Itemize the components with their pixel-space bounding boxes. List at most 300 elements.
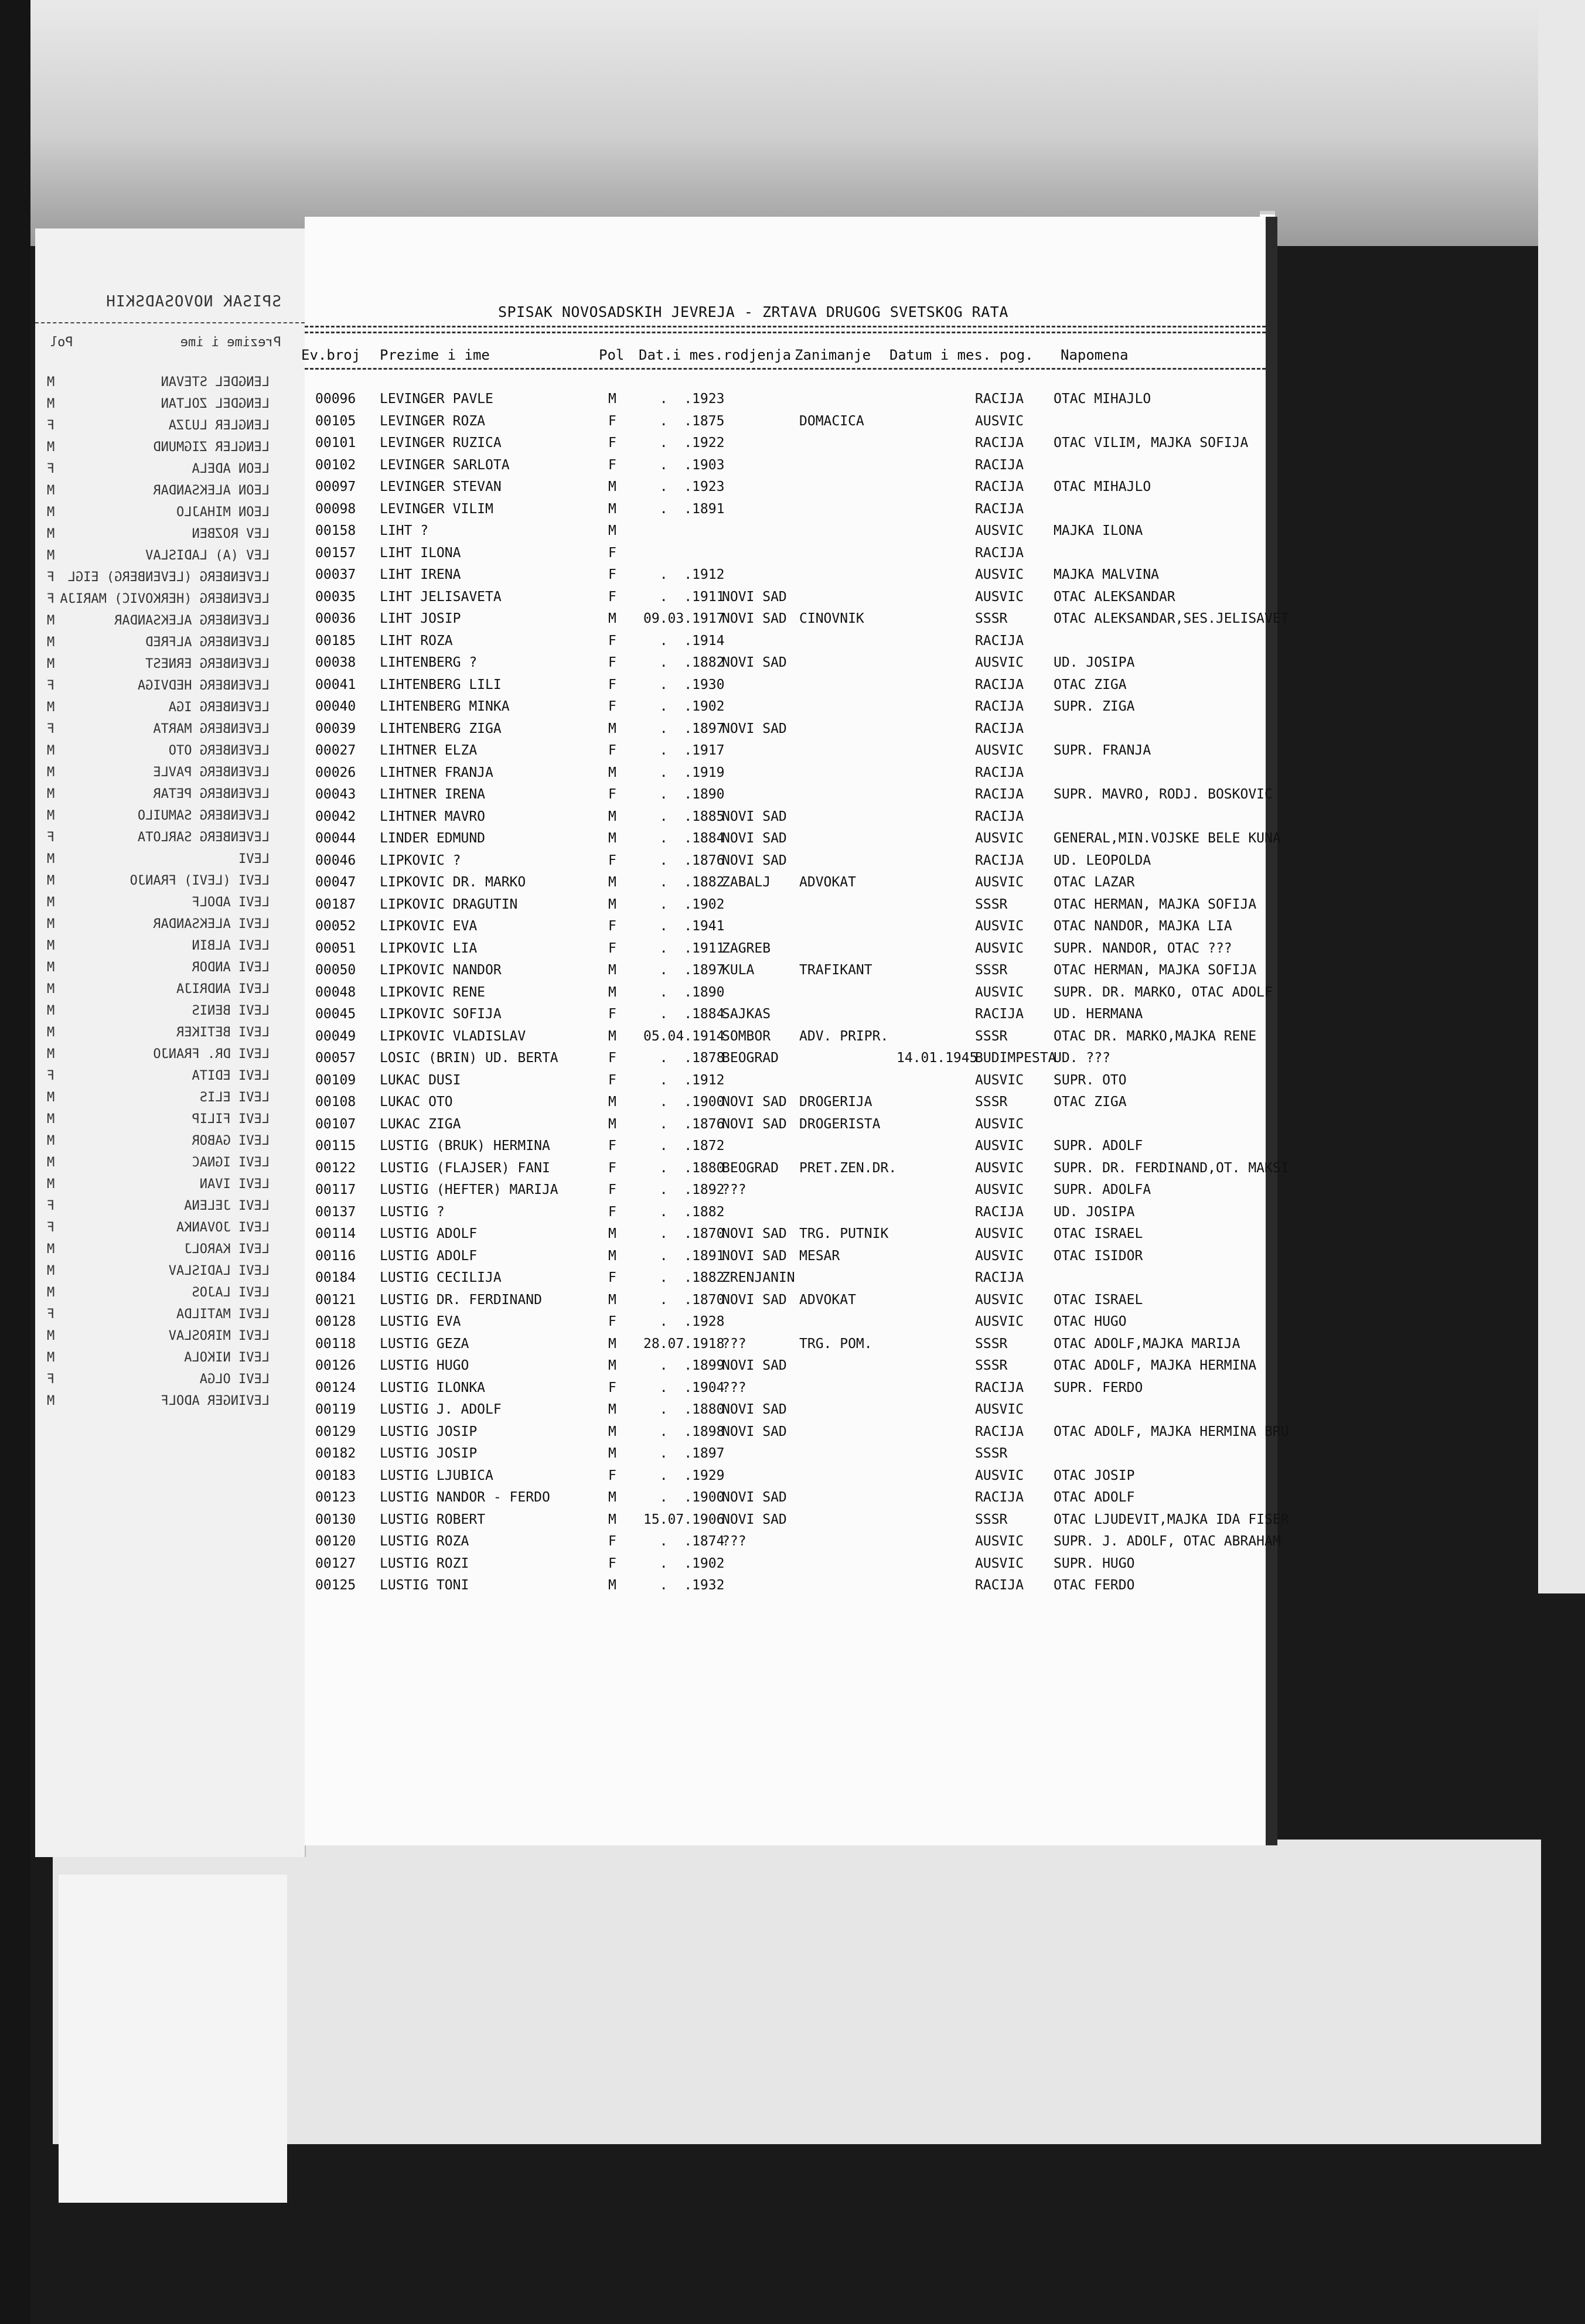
row-prezime-ime: LEVINGER RUZICA (380, 435, 502, 451)
table-row (305, 1446, 1266, 1468)
previous-page-row-pol: M (47, 1155, 55, 1170)
row-datum-rodjenja: . .1912 (643, 567, 725, 582)
row-napomena: OTAC LAZAR (1054, 875, 1135, 890)
row-ev-broj: 00045 (315, 1006, 356, 1022)
row-datum-rodjenja: . .1923 (643, 479, 725, 494)
row-napomena: OTAC ISRAEL (1054, 1226, 1143, 1241)
row-prezime-ime: LIPKOVIC EVA (380, 919, 478, 934)
table-row (305, 919, 1266, 941)
row-prezime-ime: LIHTENBERG LILI (380, 677, 502, 692)
row-mesto-pogibije: AUSVIC (975, 1534, 1024, 1549)
row-prezime-ime: LUSTIG HUGO (380, 1358, 469, 1373)
row-pol: F (608, 457, 616, 473)
row-mesto-rodjenja: NOVI SAD (722, 1490, 787, 1505)
row-ev-broj: 00101 (315, 435, 356, 451)
previous-page-row-name: LEV (A) LADISLAV (145, 548, 270, 563)
table-row (305, 1270, 1266, 1292)
previous-page-row-name: LEVENBERG MARTA (153, 722, 270, 736)
row-napomena: GENERAL,MIN.VOJSKE BELE KUNA (1054, 831, 1281, 846)
row-datum-rodjenja: 15.07.1906 (643, 1511, 725, 1527)
row-ev-broj: 00096 (315, 391, 356, 407)
row-napomena: SUPR. J. ADOLF, OTAC ABRAHAM (1054, 1534, 1281, 1549)
row-datum-rodjenja: . .1900 (643, 1490, 725, 1505)
previous-page-row-pol: M (47, 895, 55, 910)
row-pol: F (608, 940, 616, 956)
row-prezime-ime: LIPKOVIC DRAGUTIN (380, 896, 518, 912)
header-rule-top (305, 326, 1266, 327)
row-ev-broj: 00043 (315, 787, 356, 802)
row-mesto-pogibije: AUSVIC (975, 940, 1024, 956)
previous-page-header-pol: Pol (49, 335, 73, 350)
row-ev-broj: 00128 (315, 1314, 356, 1329)
previous-page-row (47, 873, 270, 895)
table-row (305, 1204, 1266, 1227)
row-napomena: OTAC ADOLF, MAJKA HERMINA BRU (1054, 1424, 1289, 1439)
previous-page-row (47, 895, 270, 917)
row-napomena: UD. HERMANA (1054, 1006, 1143, 1022)
row-datum-rodjenja: . .1911 (643, 940, 725, 956)
row-pol: F (608, 545, 616, 561)
previous-page-row (47, 960, 270, 982)
row-mesto-pogibije: RACIJA (975, 479, 1024, 494)
row-datum-rodjenja: . .1891 (643, 1248, 725, 1264)
previous-page-row-pol: M (47, 1025, 55, 1040)
previous-page-row-name: LENGLER LUJZA (168, 418, 270, 433)
table-row (305, 1138, 1266, 1161)
row-datum-rodjenja: . .1882 (643, 655, 725, 670)
row-prezime-ime: LUSTIG DR. FERDINAND (380, 1292, 542, 1308)
previous-page-row (47, 1134, 270, 1155)
previous-page-row-pol: M (47, 1285, 55, 1300)
previous-page-row (47, 1264, 270, 1285)
previous-page-row (47, 808, 270, 830)
row-napomena: OTAC VILIM, MAJKA SOFIJA (1054, 435, 1249, 451)
row-prezime-ime: LINDER EDMUND (380, 831, 486, 846)
row-pol: M (608, 831, 616, 846)
row-datum-rodjenja: . .1898 (643, 1424, 725, 1439)
table-row (305, 1117, 1266, 1139)
row-pol: M (608, 896, 616, 912)
row-datum-rodjenja: . .1885 (643, 808, 725, 824)
document-title: SPISAK NOVOSADSKIH JEVREJA - ZRTAVA DRUGOG SVETSKOG RATA (498, 303, 1008, 320)
previous-page-row (47, 1090, 270, 1112)
previous-page-header (50, 335, 281, 350)
row-ev-broj: 00129 (315, 1424, 356, 1439)
row-ev-broj: 00183 (315, 1468, 356, 1483)
row-datum-rodjenja: . .1928 (643, 1314, 725, 1329)
previous-page-row-name: LEVINGER ADOLF (161, 1394, 270, 1408)
table-row (305, 501, 1266, 524)
row-napomena: OTAC MIHAJLO (1054, 479, 1151, 494)
table-row (305, 1073, 1266, 1095)
row-datum-rodjenja: . .1900 (643, 1094, 725, 1110)
row-ev-broj: 00122 (315, 1160, 356, 1176)
previous-page-row-pol: F (47, 678, 55, 693)
previous-page-row-pol: F (47, 1069, 55, 1083)
previous-page-row-name: LEVENBERG OTO (168, 743, 270, 758)
row-mesto-rodjenja: ??? (722, 1336, 747, 1352)
row-prezime-ime: LEVINGER VILIM (380, 501, 493, 517)
previous-page-row-name: LEON MIHAJLO (176, 505, 270, 520)
row-napomena: MAJKA ILONA (1054, 523, 1143, 538)
row-prezime-ime: LIHT ? (380, 523, 429, 538)
previous-page-row-name: LEV ROZBEN (192, 527, 270, 541)
row-mesto-pogibije: AUSVIC (975, 875, 1024, 890)
row-mesto-rodjenja: KULA (722, 963, 755, 978)
previous-page-row-pol: M (47, 657, 55, 671)
previous-page-row-name: LEVENBERG SAMUILO (137, 808, 270, 823)
row-mesto-rodjenja: NOVI SAD (722, 1358, 787, 1373)
col-header-prezime-ime: Prezime i ime (380, 347, 490, 363)
row-napomena: OTAC ISIDOR (1054, 1248, 1143, 1264)
table-row (305, 1358, 1266, 1380)
row-datum-rodjenja: . .1902 (643, 699, 725, 714)
row-ev-broj: 00120 (315, 1534, 356, 1549)
row-pol: F (608, 567, 616, 582)
row-mesto-rodjenja: NOVI SAD (722, 1226, 787, 1241)
row-datum-rodjenja: . .1884 (643, 831, 725, 846)
previous-page-row (47, 1307, 270, 1329)
row-pol: F (608, 1314, 616, 1329)
row-mesto-rodjenja: NOVI SAD (722, 808, 787, 824)
row-pol: M (608, 523, 616, 538)
table-row (305, 1468, 1266, 1490)
row-napomena: UD. JOSIPA (1054, 1204, 1135, 1220)
previous-page-row (47, 418, 270, 440)
row-datum-rodjenja: . .1872 (643, 1138, 725, 1154)
previous-page-row-pol: F (47, 830, 55, 845)
row-zanimanje: ADVOKAT (799, 875, 856, 890)
row-datum-rodjenja: . .1870 (643, 1292, 725, 1308)
row-datum-rodjenja: . .1876 (643, 852, 725, 868)
row-ev-broj: 00124 (315, 1380, 356, 1395)
row-pol: M (608, 1446, 616, 1461)
table-row (305, 875, 1266, 897)
row-zanimanje: TRG. PUTNIK (799, 1226, 889, 1241)
row-pol: F (608, 787, 616, 802)
row-prezime-ime: LOSIC (BRIN) UD. BERTA (380, 1050, 558, 1066)
row-napomena: OTAC NANDOR, MAJKA LIA (1054, 919, 1232, 934)
row-pol: M (608, 765, 616, 780)
previous-page-row (47, 700, 270, 722)
row-datum-rodjenja: . .1903 (643, 457, 725, 473)
row-pol: F (608, 743, 616, 758)
scan-background-right (1538, 0, 1585, 1593)
row-mesto-rodjenja: SAJKAS (722, 1006, 771, 1022)
table-row (305, 1029, 1266, 1051)
row-prezime-ime: LIHTENBERG ZIGA (380, 721, 502, 736)
row-prezime-ime: LUSTIG ROZI (380, 1555, 469, 1571)
row-mesto-rodjenja: NOVI SAD (722, 852, 787, 868)
row-pol: F (608, 1468, 616, 1483)
row-datum-rodjenja: . .1941 (643, 919, 725, 934)
previous-page-row-pol: F (47, 462, 55, 476)
previous-page-row-name: LEVI EDITA (192, 1069, 270, 1083)
row-mesto-pogibije: AUSVIC (975, 984, 1024, 1000)
row-pol: F (608, 1160, 616, 1176)
previous-page-row-pol: M (47, 1177, 55, 1192)
table-row (305, 1006, 1266, 1029)
previous-page-row (47, 765, 270, 787)
row-pol: F (608, 919, 616, 934)
row-pol: M (608, 721, 616, 736)
previous-page-row-pol: M (47, 440, 55, 455)
row-prezime-ime: LUSTIG NANDOR - FERDO (380, 1490, 550, 1505)
previous-page-row-name: LEVI (238, 852, 270, 866)
row-ev-broj: 00026 (315, 765, 356, 780)
row-datum-rodjenja: . .1897 (643, 1446, 725, 1461)
row-pol: F (608, 699, 616, 714)
previous-page-row-name: LENGDEL ZOLTAN (161, 397, 270, 411)
row-mesto-rodjenja: ZAGREB (722, 940, 771, 956)
row-pol: M (608, 1226, 616, 1241)
table-row (305, 611, 1289, 633)
row-prezime-ime: LUSTIG LJUBICA (380, 1468, 493, 1483)
previous-page-row (47, 1372, 270, 1394)
row-pol: F (608, 1555, 616, 1571)
row-ev-broj: 00157 (315, 545, 356, 561)
row-pol: F (608, 655, 616, 670)
row-napomena: OTAC ZIGA (1054, 1094, 1127, 1110)
row-ev-broj: 00158 (315, 523, 356, 538)
previous-page-row (47, 1220, 270, 1242)
row-ev-broj: 00185 (315, 633, 356, 649)
table-row (305, 853, 1266, 875)
previous-page-row-name: LEVI MATILDA (176, 1307, 270, 1322)
table-row (305, 391, 1266, 414)
row-mesto-pogibije: SSSR (975, 1511, 1008, 1527)
row-datum-rodjenja: 05.04.1914 (643, 1028, 725, 1044)
row-ev-broj: 00105 (315, 413, 356, 429)
previous-page-row-name: LEVENBERG IGA (168, 700, 270, 715)
row-mesto-pogibije: RACIJA (975, 721, 1024, 736)
row-ev-broj: 00050 (315, 963, 356, 978)
row-ev-broj: 00121 (315, 1292, 356, 1308)
previous-page-row (47, 1069, 270, 1090)
row-napomena: SUPR. ADOLFA (1054, 1182, 1151, 1197)
previous-page-row-pol: F (47, 1372, 55, 1387)
row-mesto-pogibije: RACIJA (975, 1006, 1024, 1022)
previous-page-row-pol: M (47, 505, 55, 520)
row-pol: M (608, 391, 616, 407)
row-ev-broj: 00039 (315, 721, 356, 736)
row-mesto-rodjenja: SOMBOR (722, 1028, 771, 1044)
row-pol: M (608, 808, 616, 824)
row-datum-rodjenja: . .1897 (643, 963, 725, 978)
row-mesto-rodjenja: ??? (722, 1182, 747, 1197)
row-pol: F (608, 413, 616, 429)
previous-page-row-name: LENGDEL STEVAN (161, 375, 270, 390)
row-prezime-ime: LIHT IRENA (380, 567, 461, 582)
row-mesto-rodjenja: NOVI SAD (722, 721, 787, 736)
previous-page-row-pol: F (47, 722, 55, 736)
previous-page-row-pol: M (47, 1004, 55, 1018)
row-pol: F (608, 1270, 616, 1285)
previous-page-row-pol: M (47, 873, 55, 888)
row-napomena: OTAC HERMAN, MAJKA SOFIJA (1054, 896, 1257, 912)
previous-page-row-name: LEVENBERG ALFRED (145, 635, 270, 650)
previous-page-row-pol: M (47, 939, 55, 953)
row-prezime-ime: LIPKOVIC LIA (380, 940, 478, 956)
row-ev-broj: 00044 (315, 831, 356, 846)
row-datum-pogibije: 14.01.1945 (897, 1050, 978, 1066)
row-prezime-ime: LUSTIG (BRUK) HERMINA (380, 1138, 550, 1154)
previous-page-row (47, 462, 270, 483)
row-mesto-pogibije: AUSVIC (975, 1138, 1024, 1154)
previous-page-row (47, 1394, 270, 1415)
row-mesto-pogibije: SSSR (975, 1094, 1008, 1110)
row-zanimanje: ADV. PRIPR. (799, 1028, 889, 1044)
row-mesto-rodjenja: NOVI SAD (722, 1511, 787, 1527)
row-prezime-ime: LIHTNER MAVRO (380, 808, 486, 824)
row-pol: F (608, 589, 616, 605)
table-row (305, 414, 1266, 436)
row-pol: F (608, 435, 616, 451)
row-mesto-rodjenja: ZRENJANIN (722, 1270, 795, 1285)
table-row (305, 963, 1266, 985)
previous-page-row (47, 1350, 270, 1372)
row-ev-broj: 00182 (315, 1446, 356, 1461)
row-napomena: SUPR. ADOLF (1054, 1138, 1143, 1154)
table-row (305, 787, 1273, 809)
row-ev-broj: 00118 (315, 1336, 356, 1352)
row-prezime-ime: LIPKOVIC DR. MARKO (380, 875, 526, 890)
previous-page-row-name: LEVENBERG (LEVENBERG) EIGL (67, 570, 270, 585)
previous-page-row-pol: M (47, 787, 55, 801)
row-prezime-ime: LIHT JOSIP (380, 611, 461, 626)
row-mesto-rodjenja: NOVI SAD (722, 1248, 787, 1264)
row-datum-rodjenja: . .1876 (643, 1116, 725, 1132)
previous-page-row (47, 787, 270, 808)
row-zanimanje: CINOVNIK (799, 611, 864, 626)
previous-page-row-pol: M (47, 700, 55, 715)
row-napomena: SUPR. ZIGA (1054, 699, 1135, 714)
previous-page-row (47, 1199, 270, 1220)
row-pol: M (608, 501, 616, 517)
row-ev-broj: 00051 (315, 940, 356, 956)
row-prezime-ime: LIHTENBERG ? (380, 655, 478, 670)
previous-page-mirrored (35, 228, 306, 1857)
victims-table (305, 391, 1289, 1600)
row-datum-rodjenja: 09.03.1917 (643, 611, 725, 626)
row-napomena: OTAC HERMAN, MAJKA SOFIJA (1054, 963, 1257, 978)
row-ev-broj: 00035 (315, 589, 356, 605)
row-datum-rodjenja: 28.07.1918 (643, 1336, 725, 1352)
row-ev-broj: 00107 (315, 1116, 356, 1132)
previous-page-header-name: Prezime i ime (180, 335, 281, 350)
previous-page-row (47, 1242, 270, 1264)
row-mesto-pogibije: AUSVIC (975, 1182, 1024, 1197)
row-ev-broj: 00127 (315, 1555, 356, 1571)
previous-page-row (47, 483, 270, 505)
row-prezime-ime: LIPKOVIC VLADISLAV (380, 1028, 526, 1044)
previous-page-row-name: LEON ALEKSANDAR (153, 483, 270, 498)
col-header-napomena: Napomena (1061, 347, 1129, 363)
previous-page-row (47, 1285, 270, 1307)
row-prezime-ime: LIHTENBERG MINKA (380, 699, 510, 714)
previous-page-row-name: LEVENBERG ALEKSANDAR (114, 613, 270, 628)
row-mesto-rodjenja: BEOGRAD (722, 1050, 779, 1066)
row-prezime-ime: LEVINGER STEVAN (380, 479, 502, 494)
row-prezime-ime: LIHTNER ELZA (380, 743, 478, 758)
row-mesto-pogibije: RACIJA (975, 501, 1024, 517)
row-ev-broj: 00048 (315, 984, 356, 1000)
row-napomena: MAJKA MALVINA (1054, 567, 1160, 582)
row-mesto-pogibije: RACIJA (975, 1424, 1024, 1439)
row-datum-rodjenja: . .1914 (643, 633, 725, 649)
row-mesto-rodjenja: ??? (722, 1380, 747, 1395)
previous-page-row (47, 722, 270, 743)
row-pol: M (608, 1094, 616, 1110)
row-mesto-pogibije: RACIJA (975, 808, 1024, 824)
row-prezime-ime: LUSTIG TONI (380, 1578, 469, 1593)
row-ev-broj: 00126 (315, 1358, 356, 1373)
row-mesto-pogibije: AUSVIC (975, 1248, 1024, 1264)
previous-page-row-name: LEVENBERG PAVLE (153, 765, 270, 780)
previous-page-row-name: LEVI IVAN (199, 1177, 270, 1192)
previous-page-row-name: LEVI LAJOS (192, 1285, 270, 1300)
row-mesto-pogibije: RACIJA (975, 852, 1024, 868)
row-ev-broj: 00040 (315, 699, 356, 714)
row-mesto-pogibije: RACIJA (975, 633, 1024, 649)
row-mesto-pogibije: AUSVIC (975, 1292, 1024, 1308)
header-rule-bottom (305, 368, 1266, 370)
previous-page-content (35, 228, 305, 1857)
table-row (305, 1226, 1266, 1248)
row-mesto-pogibije: RACIJA (975, 765, 1024, 780)
table-row (305, 655, 1266, 677)
row-datum-rodjenja: . .1882 (643, 1204, 725, 1220)
previous-page-row-name: LEVI GABOR (192, 1134, 270, 1148)
table-row (305, 589, 1266, 612)
row-mesto-rodjenja: NOVI SAD (722, 611, 787, 626)
row-pol: F (608, 1204, 616, 1220)
row-mesto-pogibije: AUSVIC (975, 413, 1024, 429)
row-pol: M (608, 1248, 616, 1264)
previous-page-row-name: LEVI NIKOLA (184, 1350, 270, 1365)
table-row (305, 479, 1266, 501)
row-datum-rodjenja: . .1880 (643, 1402, 725, 1417)
row-ev-broj: 00027 (315, 743, 356, 758)
previous-page-row (47, 852, 270, 873)
row-datum-rodjenja: . .1870 (643, 1226, 725, 1241)
row-ev-broj: 00098 (315, 501, 356, 517)
previous-page-row-name: LEVI MIROSLAV (168, 1329, 270, 1343)
row-ev-broj: 00114 (315, 1226, 356, 1241)
row-datum-rodjenja: . .1929 (643, 1468, 725, 1483)
previous-page-row-name: LEVENBERG HEDVIGA (137, 678, 270, 693)
row-datum-rodjenja: . .1902 (643, 896, 725, 912)
previous-page-row-pol: M (47, 635, 55, 650)
row-pol: F (608, 633, 616, 649)
row-mesto-rodjenja: NOVI SAD (722, 589, 787, 605)
row-prezime-ime: LUSTIG JOSIP (380, 1424, 478, 1439)
row-pol: M (608, 984, 616, 1000)
table-row (305, 1578, 1266, 1600)
previous-page-row (47, 1047, 270, 1069)
row-napomena: OTAC JOSIP (1054, 1468, 1135, 1483)
table-row (305, 743, 1266, 765)
previous-page-row (47, 1177, 270, 1199)
previous-page-row (47, 1155, 270, 1177)
row-datum-rodjenja: . .1892 (643, 1182, 725, 1197)
row-prezime-ime: LEVINGER ROZA (380, 413, 486, 429)
row-mesto-pogibije: RACIJA (975, 787, 1024, 802)
previous-page-row-name: LEVENBERG ERNEST (145, 657, 270, 671)
row-mesto-rodjenja: NOVI SAD (722, 831, 787, 846)
row-mesto-pogibije: RACIJA (975, 435, 1024, 451)
row-prezime-ime: LUSTIG EVA (380, 1314, 461, 1329)
